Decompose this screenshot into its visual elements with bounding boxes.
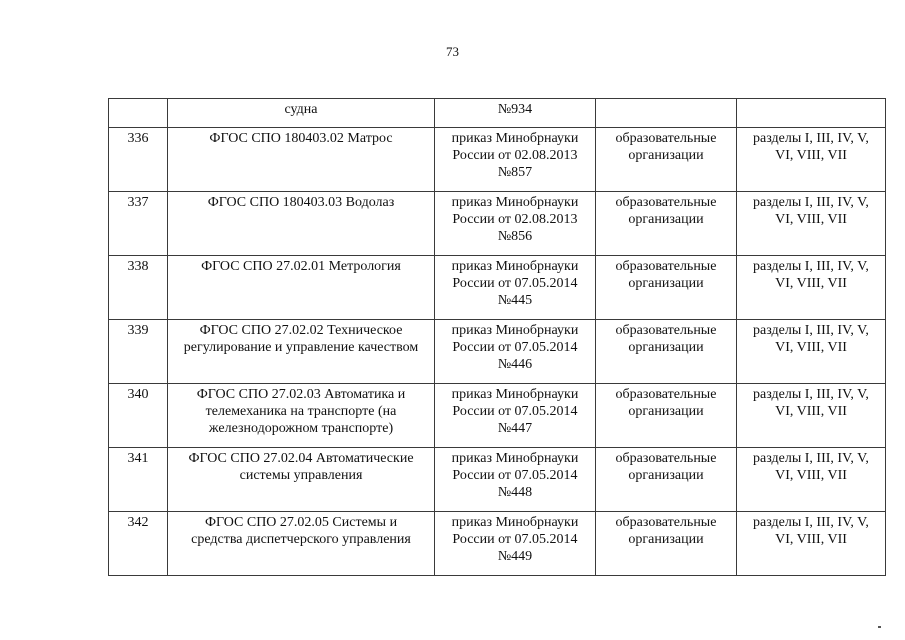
approval-order-cell: приказ Минобрнауки России от 07.05.2014 №449: [435, 512, 596, 576]
standards-table: [108, 98, 886, 576]
approval-order-cell: приказ Минобрнауки России от 07.05.2014 №445: [435, 256, 596, 320]
standards-table-body: [109, 99, 886, 576]
table-row: [109, 128, 886, 192]
standard-name-cell: ФГОС СПО 180403.02 Матрос: [168, 128, 435, 192]
continuation-row: [109, 99, 886, 128]
approval-order-cell: приказ Минобрнауки России от 02.08.2013 №857: [435, 128, 596, 192]
standard-name-cell: ФГОС СПО 27.02.02 Техническое регулирование и управление качеством: [168, 320, 435, 384]
organizations-cell: образовательные организации: [596, 384, 737, 448]
sections-cell: разделы I, III, IV, V, VI, VIII, VII: [737, 448, 886, 512]
row-number-cell: 340: [109, 384, 168, 448]
sections-cell: разделы I, III, IV, V, VI, VIII, VII: [737, 128, 886, 192]
standard-name-cell: ФГОС СПО 27.02.03 Автоматика и телемеханика на транспорте (на железнодорожном транспорте): [168, 384, 435, 448]
standard-name-cell: ФГОС СПО 27.02.05 Системы и средства диспетчерского управления: [168, 512, 435, 576]
approval-order-cell: приказ Минобрнауки России от 07.05.2014 №447: [435, 384, 596, 448]
standard-name-cell: ФГОС СПО 27.02.04 Автоматические системы управления: [168, 448, 435, 512]
page-number: 73: [446, 44, 459, 59]
table-row: [109, 448, 886, 512]
organizations-cell: образовательные организации: [596, 512, 737, 576]
sections-cell: разделы I, III, IV, V, VI, VIII, VII: [737, 192, 886, 256]
row-number-cell: 341: [109, 448, 168, 512]
row-number-cell: 342: [109, 512, 168, 576]
approval-order-cell: №934: [435, 99, 596, 128]
sections-cell: разделы I, III, IV, V, VI, VIII, VII: [737, 512, 886, 576]
row-number-cell: [109, 99, 168, 128]
sections-cell: разделы I, III, IV, V, VI, VIII, VII: [737, 384, 886, 448]
organizations-cell: образовательные организации: [596, 448, 737, 512]
row-number-cell: 336: [109, 128, 168, 192]
organizations-cell: [596, 99, 737, 128]
table-row: [109, 384, 886, 448]
table-row: [109, 512, 886, 576]
row-number-cell: 337: [109, 192, 168, 256]
standard-name-cell: ФГОС СПО 27.02.01 Метрология: [168, 256, 435, 320]
approval-order-cell: приказ Минобрнауки России от 02.08.2013 №856: [435, 192, 596, 256]
table-row: [109, 320, 886, 384]
sections-cell: разделы I, III, IV, V, VI, VIII, VII: [737, 320, 886, 384]
sections-cell: [737, 99, 886, 128]
organizations-cell: образовательные организации: [596, 256, 737, 320]
standard-name-cell: судна: [168, 99, 435, 128]
organizations-cell: образовательные организации: [596, 128, 737, 192]
table-row: [109, 256, 886, 320]
organizations-cell: образовательные организации: [596, 320, 737, 384]
organizations-cell: образовательные организации: [596, 192, 737, 256]
approval-order-cell: приказ Минобрнауки России от 07.05.2014 №448: [435, 448, 596, 512]
standard-name-cell: ФГОС СПО 180403.03 Водолаз: [168, 192, 435, 256]
row-number-cell: 339: [109, 320, 168, 384]
table-row: [109, 192, 886, 256]
approval-order-cell: приказ Минобрнауки России от 07.05.2014 №446: [435, 320, 596, 384]
scan-speck: [878, 626, 881, 628]
row-number-cell: 338: [109, 256, 168, 320]
sections-cell: разделы I, III, IV, V, VI, VIII, VII: [737, 256, 886, 320]
